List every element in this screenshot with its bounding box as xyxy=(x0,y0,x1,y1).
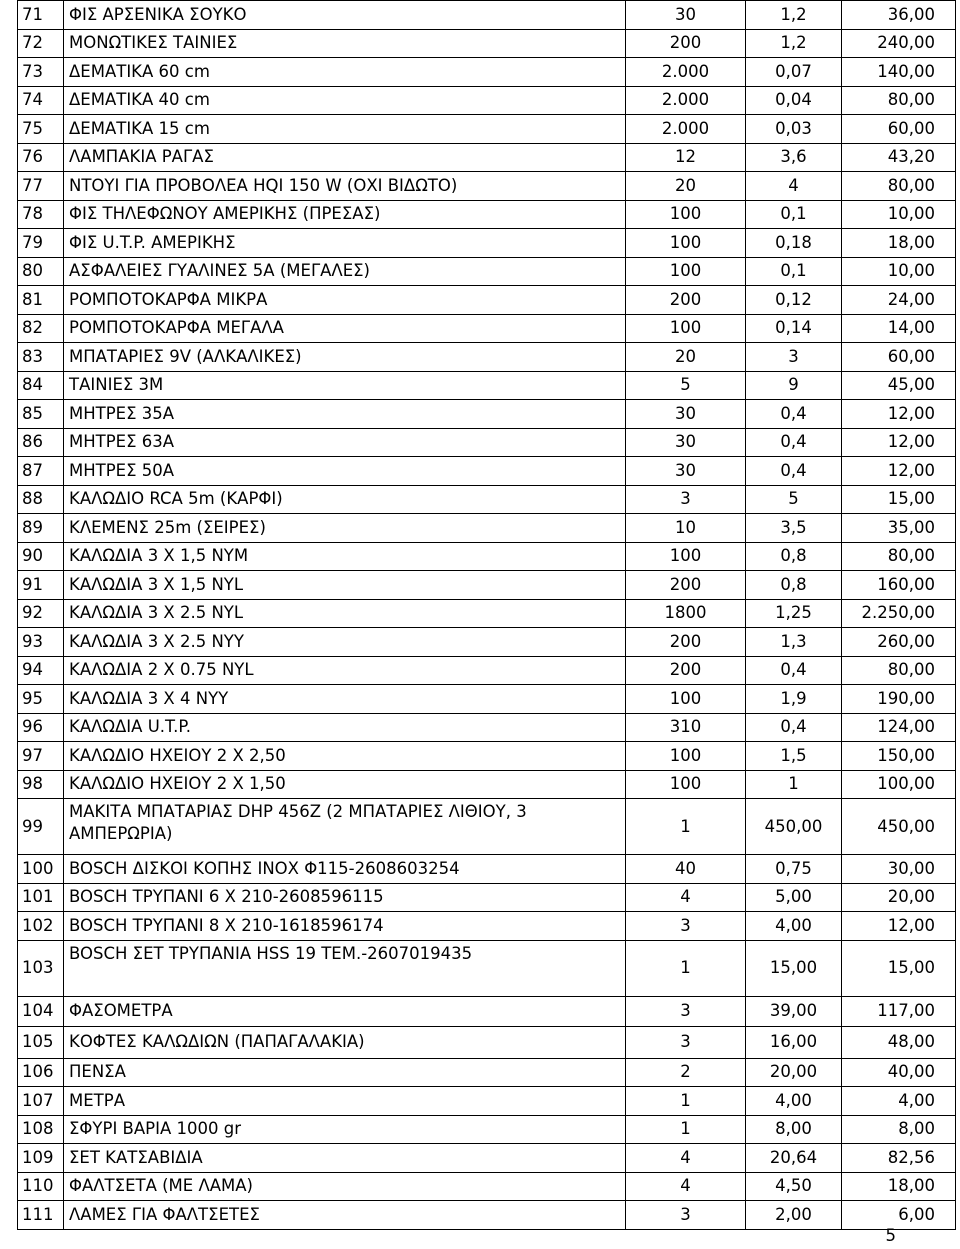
item-quantity: 30 xyxy=(626,400,746,429)
row-number: 86 xyxy=(18,428,64,457)
item-unit-price: 2,00 xyxy=(746,1201,842,1230)
row-number: 92 xyxy=(18,599,64,628)
table-row xyxy=(18,485,956,514)
table-row xyxy=(18,1,956,30)
item-quantity: 200 xyxy=(626,29,746,58)
row-number: 81 xyxy=(18,286,64,315)
item-quantity: 100 xyxy=(626,685,746,714)
table-row xyxy=(18,457,956,486)
table-row xyxy=(18,1026,956,1058)
row-number: 72 xyxy=(18,29,64,58)
item-description: ΜΗΤΡΕΣ 63Α xyxy=(64,428,626,457)
item-description: ΚΑΛΩΔΙΟ ΗΧΕΙΟΥ 2 Χ 1,50 xyxy=(64,770,626,799)
item-total: 4,00 xyxy=(842,1087,956,1116)
item-quantity: 12 xyxy=(626,143,746,172)
item-total: 240,00 xyxy=(842,29,956,58)
item-quantity: 3 xyxy=(626,1201,746,1230)
item-total: 450,00 xyxy=(842,799,956,855)
item-total: 260,00 xyxy=(842,628,956,657)
row-number: 76 xyxy=(18,143,64,172)
item-quantity: 100 xyxy=(626,200,746,229)
table-row xyxy=(18,115,956,144)
item-total: 10,00 xyxy=(842,257,956,286)
table-row xyxy=(18,685,956,714)
item-total: 2.250,00 xyxy=(842,599,956,628)
item-description: ΤΑΙΝΙΕΣ 3Μ xyxy=(64,371,626,400)
row-number: 89 xyxy=(18,514,64,543)
item-description: ΚΑΛΩΔΙΑ 3 Χ 4 ΝΥΥ xyxy=(64,685,626,714)
item-unit-price: 3,6 xyxy=(746,143,842,172)
item-total: 10,00 xyxy=(842,200,956,229)
item-unit-price: 4,00 xyxy=(746,912,842,941)
item-total: 14,00 xyxy=(842,314,956,343)
item-description: ΜΟΝΩΤΙΚΕΣ ΤΑΙΝΙΕΣ xyxy=(64,29,626,58)
item-total: 8,00 xyxy=(842,1115,956,1144)
row-number: 80 xyxy=(18,257,64,286)
row-number: 91 xyxy=(18,571,64,600)
item-quantity: 1 xyxy=(626,940,746,996)
item-description: ΚΑΛΩΔΙΑ 3 Χ 2.5 ΝΥΥ xyxy=(64,628,626,657)
item-description: ΦΙΣ U.T.P. ΑΜΕΡΙΚΗΣ xyxy=(64,229,626,258)
item-unit-price: 0,4 xyxy=(746,428,842,457)
item-total: 80,00 xyxy=(842,86,956,115)
table-row xyxy=(18,742,956,771)
item-unit-price: 16,00 xyxy=(746,1026,842,1058)
row-number: 104 xyxy=(18,996,64,1026)
item-quantity: 4 xyxy=(626,1172,746,1201)
item-unit-price: 5 xyxy=(746,485,842,514)
item-unit-price: 0,8 xyxy=(746,542,842,571)
item-quantity: 20 xyxy=(626,343,746,372)
item-unit-price: 0,4 xyxy=(746,656,842,685)
item-quantity: 3 xyxy=(626,1026,746,1058)
item-quantity: 30 xyxy=(626,428,746,457)
table-row xyxy=(18,172,956,201)
item-unit-price: 1,2 xyxy=(746,1,842,30)
item-description: ΔΕΜΑΤΙΚΑ 40 cm xyxy=(64,86,626,115)
item-description: ΜΕΤΡΑ xyxy=(64,1087,626,1116)
item-description: ΦΙΣ ΑΡΣΕΝΙΚΑ ΣΟΥΚΟ xyxy=(64,1,626,30)
item-total: 18,00 xyxy=(842,1172,956,1201)
table-row xyxy=(18,229,956,258)
row-number: 77 xyxy=(18,172,64,201)
row-number: 98 xyxy=(18,770,64,799)
item-quantity: 1 xyxy=(626,1115,746,1144)
row-number: 105 xyxy=(18,1026,64,1058)
item-unit-price: 450,00 xyxy=(746,799,842,855)
item-unit-price: 0,12 xyxy=(746,286,842,315)
item-quantity: 4 xyxy=(626,1144,746,1173)
item-description: ΚΟΦΤΕΣ ΚΑΛΩΔΙΩΝ (ΠΑΠΑΓΑΛΑΚΙΑ) xyxy=(64,1026,626,1058)
item-description: ΝΤΟΥΙ ΓΙΑ ΠΡΟΒΟΛΕΑ HQI 150 W (ΟΧΙ ΒΙΔΩΤΟ) xyxy=(64,172,626,201)
item-quantity: 20 xyxy=(626,172,746,201)
item-total: 45,00 xyxy=(842,371,956,400)
item-quantity: 2.000 xyxy=(626,86,746,115)
items-table xyxy=(17,0,956,1230)
row-number: 78 xyxy=(18,200,64,229)
table-row xyxy=(18,1201,956,1230)
row-number: 94 xyxy=(18,656,64,685)
item-total: 6,00 xyxy=(842,1201,956,1230)
item-description: ΣΕΤ ΚΑΤΣΑΒΙΔΙΑ xyxy=(64,1144,626,1173)
item-total: 15,00 xyxy=(842,940,956,996)
item-description: ΡΟΜΠΟΤΟΚΑΡΦΑ ΜΕΓΑΛΑ xyxy=(64,314,626,343)
table-row xyxy=(18,200,956,229)
item-unit-price: 20,64 xyxy=(746,1144,842,1173)
table-row xyxy=(18,799,956,855)
table-row xyxy=(18,713,956,742)
row-number: 85 xyxy=(18,400,64,429)
item-total: 82,56 xyxy=(842,1144,956,1173)
item-quantity: 30 xyxy=(626,457,746,486)
item-unit-price: 15,00 xyxy=(746,940,842,996)
item-description: ΦΑΣΟΜΕΤΡΑ xyxy=(64,996,626,1026)
item-total: 100,00 xyxy=(842,770,956,799)
table-row xyxy=(18,599,956,628)
table-row xyxy=(18,343,956,372)
item-unit-price: 4,50 xyxy=(746,1172,842,1201)
item-unit-price: 0,18 xyxy=(746,229,842,258)
row-number: 71 xyxy=(18,1,64,30)
row-number: 83 xyxy=(18,343,64,372)
item-total: 60,00 xyxy=(842,115,956,144)
row-number: 93 xyxy=(18,628,64,657)
table-row xyxy=(18,1144,956,1173)
table-row xyxy=(18,770,956,799)
item-unit-price: 9 xyxy=(746,371,842,400)
item-description: ΚΑΛΩΔΙΑ 3 Χ 1,5 ΝΥΜ xyxy=(64,542,626,571)
item-total: 24,00 xyxy=(842,286,956,315)
table-row xyxy=(18,1115,956,1144)
table-row xyxy=(18,855,956,884)
item-total: 12,00 xyxy=(842,912,956,941)
item-total: 150,00 xyxy=(842,742,956,771)
row-number: 96 xyxy=(18,713,64,742)
item-total: 36,00 xyxy=(842,1,956,30)
item-unit-price: 1,3 xyxy=(746,628,842,657)
item-description: ΡΟΜΠΟΤΟΚΑΡΦΑ ΜΙΚΡΑ xyxy=(64,286,626,315)
row-number: 110 xyxy=(18,1172,64,1201)
item-description: ΚΑΛΩΔΙΑ U.T.P. xyxy=(64,713,626,742)
row-number: 74 xyxy=(18,86,64,115)
item-unit-price: 0,4 xyxy=(746,713,842,742)
item-description: ΔΕΜΑΤΙΚΑ 60 cm xyxy=(64,58,626,87)
item-unit-price: 0,1 xyxy=(746,200,842,229)
item-description: BOSCH ΤΡΥΠΑΝΙ 8 Χ 210-1618596174 xyxy=(64,912,626,941)
row-number: 101 xyxy=(18,883,64,912)
item-total: 124,00 xyxy=(842,713,956,742)
items-table-body xyxy=(18,1,956,1230)
item-description: ΠΕΝΣΑ xyxy=(64,1058,626,1087)
item-unit-price: 0,03 xyxy=(746,115,842,144)
item-description: ΚΑΛΩΔΙΑ 2 Χ 0.75 ΝΥL xyxy=(64,656,626,685)
item-total: 60,00 xyxy=(842,343,956,372)
table-row xyxy=(18,371,956,400)
item-unit-price: 1 xyxy=(746,770,842,799)
table-row xyxy=(18,143,956,172)
row-number: 82 xyxy=(18,314,64,343)
table-row xyxy=(18,428,956,457)
item-quantity: 30 xyxy=(626,1,746,30)
row-number: 75 xyxy=(18,115,64,144)
table-row xyxy=(18,257,956,286)
item-total: 40,00 xyxy=(842,1058,956,1087)
item-unit-price: 0,4 xyxy=(746,400,842,429)
item-description: ΑΣΦΑΛΕΙΕΣ ΓΥΑΛΙΝΕΣ 5Α (ΜΕΓΑΛΕΣ) xyxy=(64,257,626,286)
item-unit-price: 4,00 xyxy=(746,1087,842,1116)
table-row xyxy=(18,1087,956,1116)
item-unit-price: 0,75 xyxy=(746,855,842,884)
item-quantity: 100 xyxy=(626,314,746,343)
page-number: 5 xyxy=(885,1226,896,1245)
item-total: 18,00 xyxy=(842,229,956,258)
item-description: BOSCH ΣΕΤ ΤΡΥΠΑΝΙΑ HSS 19 ΤΕΜ.-2607019435 xyxy=(64,940,626,996)
table-row xyxy=(18,912,956,941)
row-number: 106 xyxy=(18,1058,64,1087)
row-number: 73 xyxy=(18,58,64,87)
table-row xyxy=(18,1172,956,1201)
item-unit-price: 8,00 xyxy=(746,1115,842,1144)
item-unit-price: 5,00 xyxy=(746,883,842,912)
item-quantity: 1 xyxy=(626,799,746,855)
item-description: BOSCH ΔΙΣΚΟΙ ΚΟΠΗΣ ΙΝΟΧ Φ115-2608603254 xyxy=(64,855,626,884)
item-quantity: 100 xyxy=(626,770,746,799)
item-total: 48,00 xyxy=(842,1026,956,1058)
row-number: 90 xyxy=(18,542,64,571)
item-total: 80,00 xyxy=(842,656,956,685)
item-total: 160,00 xyxy=(842,571,956,600)
row-number: 99 xyxy=(18,799,64,855)
item-quantity: 100 xyxy=(626,742,746,771)
item-quantity: 200 xyxy=(626,656,746,685)
item-unit-price: 1,9 xyxy=(746,685,842,714)
item-quantity: 310 xyxy=(626,713,746,742)
row-number: 107 xyxy=(18,1087,64,1116)
item-unit-price: 1,5 xyxy=(746,742,842,771)
item-unit-price: 0,07 xyxy=(746,58,842,87)
item-description: ΚΑΛΩΔΙΑ 3 Χ 1,5 ΝΥL xyxy=(64,571,626,600)
item-total: 190,00 xyxy=(842,685,956,714)
item-quantity: 200 xyxy=(626,571,746,600)
row-number: 102 xyxy=(18,912,64,941)
item-quantity: 3 xyxy=(626,912,746,941)
table-row xyxy=(18,628,956,657)
item-unit-price: 0,14 xyxy=(746,314,842,343)
item-quantity: 200 xyxy=(626,628,746,657)
row-number: 108 xyxy=(18,1115,64,1144)
table-row xyxy=(18,883,956,912)
item-quantity: 1 xyxy=(626,1087,746,1116)
item-description: ΚΑΛΩΔΙΟ RCA 5m (ΚΑΡΦΙ) xyxy=(64,485,626,514)
row-number: 87 xyxy=(18,457,64,486)
item-description: ΜΑΚΙΤΑ ΜΠΑΤΑΡΙΑΣ DHP 456Z (2 ΜΠΑΤΑΡΙΕΣ ΛΙΘΙΟΥ, 3 ΑΜΠΕΡΩΡΙΑ) xyxy=(64,799,626,855)
table-row xyxy=(18,571,956,600)
table-row xyxy=(18,514,956,543)
row-number: 95 xyxy=(18,685,64,714)
row-number: 100 xyxy=(18,855,64,884)
table-row xyxy=(18,58,956,87)
item-description: ΚΛΕΜΕΝΣ 25m (ΣΕΙΡΕΣ) xyxy=(64,514,626,543)
row-number: 84 xyxy=(18,371,64,400)
item-quantity: 2.000 xyxy=(626,115,746,144)
row-number: 111 xyxy=(18,1201,64,1230)
item-description: ΔΕΜΑΤΙΚΑ 15 cm xyxy=(64,115,626,144)
row-number: 109 xyxy=(18,1144,64,1173)
table-row xyxy=(18,286,956,315)
row-number: 88 xyxy=(18,485,64,514)
item-description: ΚΑΛΩΔΙΟ ΗΧΕΙΟΥ 2 Χ 2,50 xyxy=(64,742,626,771)
row-number: 103 xyxy=(18,940,64,996)
item-description: ΜΠΑΤΑΡΙΕΣ 9V (ΑΛΚΑΛΙΚΕΣ) xyxy=(64,343,626,372)
item-quantity: 2.000 xyxy=(626,58,746,87)
item-unit-price: 0,4 xyxy=(746,457,842,486)
item-description: ΛΑΜΕΣ ΓΙΑ ΦΑΛΤΣΕΤΕΣ xyxy=(64,1201,626,1230)
table-row xyxy=(18,314,956,343)
item-total: 80,00 xyxy=(842,542,956,571)
item-description: ΦΑΛΤΣΕΤΑ (ΜΕ ΛΑΜΑ) xyxy=(64,1172,626,1201)
table-row xyxy=(18,996,956,1026)
item-unit-price: 0,1 xyxy=(746,257,842,286)
item-quantity: 3 xyxy=(626,485,746,514)
item-quantity: 200 xyxy=(626,286,746,315)
item-quantity: 100 xyxy=(626,229,746,258)
item-total: 15,00 xyxy=(842,485,956,514)
item-description: ΜΗΤΡΕΣ 50Α xyxy=(64,457,626,486)
item-quantity: 2 xyxy=(626,1058,746,1087)
item-quantity: 1800 xyxy=(626,599,746,628)
item-unit-price: 39,00 xyxy=(746,996,842,1026)
item-description: ΚΑΛΩΔΙΑ 3 Χ 2.5 ΝΥL xyxy=(64,599,626,628)
item-total: 140,00 xyxy=(842,58,956,87)
item-unit-price: 0,04 xyxy=(746,86,842,115)
item-quantity: 100 xyxy=(626,542,746,571)
table-row xyxy=(18,86,956,115)
item-unit-price: 3,5 xyxy=(746,514,842,543)
item-quantity: 10 xyxy=(626,514,746,543)
item-total: 43,20 xyxy=(842,143,956,172)
item-description: BOSCH ΤΡΥΠΑΝΙ 6 Χ 210-2608596115 xyxy=(64,883,626,912)
table-row xyxy=(18,940,956,996)
item-unit-price: 1,2 xyxy=(746,29,842,58)
item-description: ΣΦΥΡΙ ΒΑΡΙΑ 1000 gr xyxy=(64,1115,626,1144)
item-description: ΜΗΤΡΕΣ 35Α xyxy=(64,400,626,429)
table-row xyxy=(18,542,956,571)
item-quantity: 3 xyxy=(626,996,746,1026)
item-total: 30,00 xyxy=(842,855,956,884)
item-description: ΦΙΣ ΤΗΛΕΦΩΝΟΥ ΑΜΕΡΙΚΗΣ (ΠΡΕΣΑΣ) xyxy=(64,200,626,229)
item-unit-price: 4 xyxy=(746,172,842,201)
item-total: 12,00 xyxy=(842,457,956,486)
row-number: 97 xyxy=(18,742,64,771)
item-unit-price: 1,25 xyxy=(746,599,842,628)
item-total: 80,00 xyxy=(842,172,956,201)
item-quantity: 100 xyxy=(626,257,746,286)
table-row xyxy=(18,1058,956,1087)
item-unit-price: 3 xyxy=(746,343,842,372)
item-total: 35,00 xyxy=(842,514,956,543)
row-number: 79 xyxy=(18,229,64,258)
item-total: 12,00 xyxy=(842,400,956,429)
table-row xyxy=(18,400,956,429)
table-row xyxy=(18,656,956,685)
table-row xyxy=(18,29,956,58)
item-quantity: 4 xyxy=(626,883,746,912)
item-description: ΛΑΜΠΑΚΙΑ ΡΑΓΑΣ xyxy=(64,143,626,172)
item-total: 12,00 xyxy=(842,428,956,457)
item-total: 117,00 xyxy=(842,996,956,1026)
item-quantity: 40 xyxy=(626,855,746,884)
item-unit-price: 20,00 xyxy=(746,1058,842,1087)
item-quantity: 5 xyxy=(626,371,746,400)
item-unit-price: 0,8 xyxy=(746,571,842,600)
item-total: 20,00 xyxy=(842,883,956,912)
